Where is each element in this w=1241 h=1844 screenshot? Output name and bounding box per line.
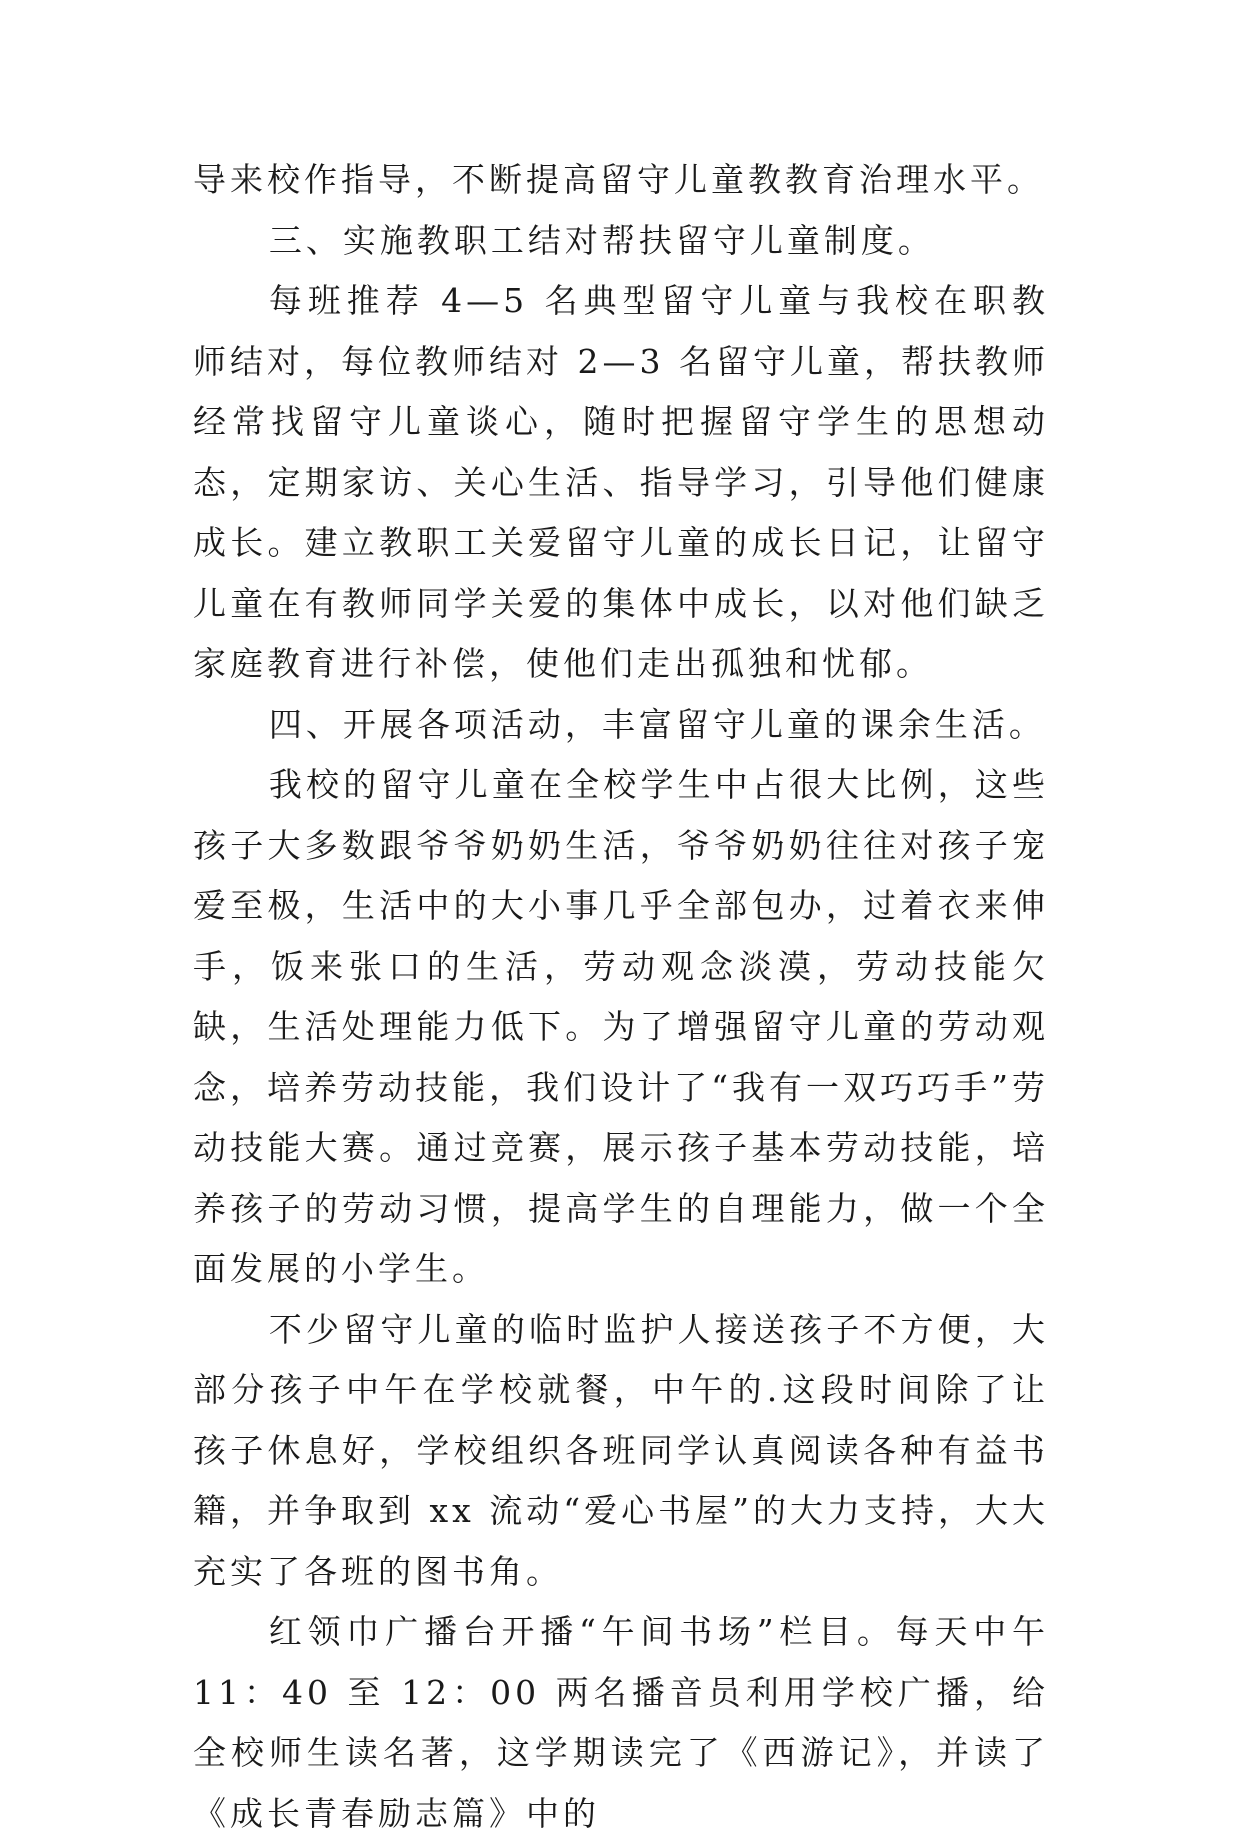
- paragraph-labor-skills: 我校的留守儿童在全校学生中占很大比例，这些孩子大多数跟爷爷奶奶生活，爷爷奶奶往往对孩子宠爱至极，生活中的大小事几乎全部包办，过着衣来伸手，饭来张口的生活，劳动观念淡漠，劳动技能欠缺，生活处理能力低下。为了增强留守儿童的劳动观念，培养劳动技能，我们设计了“我有一双巧巧手”劳动技能大赛。通过竞赛，展示孩子基本劳动技能，培养孩子的劳动习惯，提高学生的自理能力，做一个全面发展的小学生。: [193, 765, 1049, 1288]
- paragraph-continuation: 导来校作指导，不断提高留守儿童教教育治理水平。: [193, 160, 1044, 199]
- document-body: [193, 150, 1049, 1844]
- section-heading-three: 三、实施教职工结对帮扶留守儿童制度。: [268, 220, 935, 260]
- paragraph-reading: 不少留守儿童的临时监护人接送孩子不方便，大部分孩子中午在学校就餐，中午的.这段时间除了让孩子休息好，学校组织各班同学认真阅读各种有益书籍，并争取到 xx 流动“爱心书屋”的大力支持，大大充实了各班的图书角。: [193, 1309, 1049, 1591]
- paragraph-broadcast: 红领巾广播台开播“午间书场”栏目。每天中午 11：40 至 12：00 两名播音员利用学校广播，给全校师生读名著，这学期读完了《西游记》，并读了《成长青春励志篇》中的: [193, 1612, 1049, 1833]
- paragraph-mentoring: 每班推荐 4—5 名典型留守儿童与我校在职教师结对，每位教师结对 2—3 名留守儿童，帮扶教师经常找留守儿童谈心，随时把握留守学生的思想动态，定期家访、关心生活、指导学习，引导他们健康成长。建立教职工关爱留守儿童的成长日记，让留守儿童在有教师同学关爱的集体中成长，以对他们缺乏家庭教育进行补偿，使他们走出孤独和忧郁。: [193, 281, 1049, 683]
- section-heading-four: 四、开展各项活动，丰富留守儿童的课余生活。: [268, 704, 1046, 744]
